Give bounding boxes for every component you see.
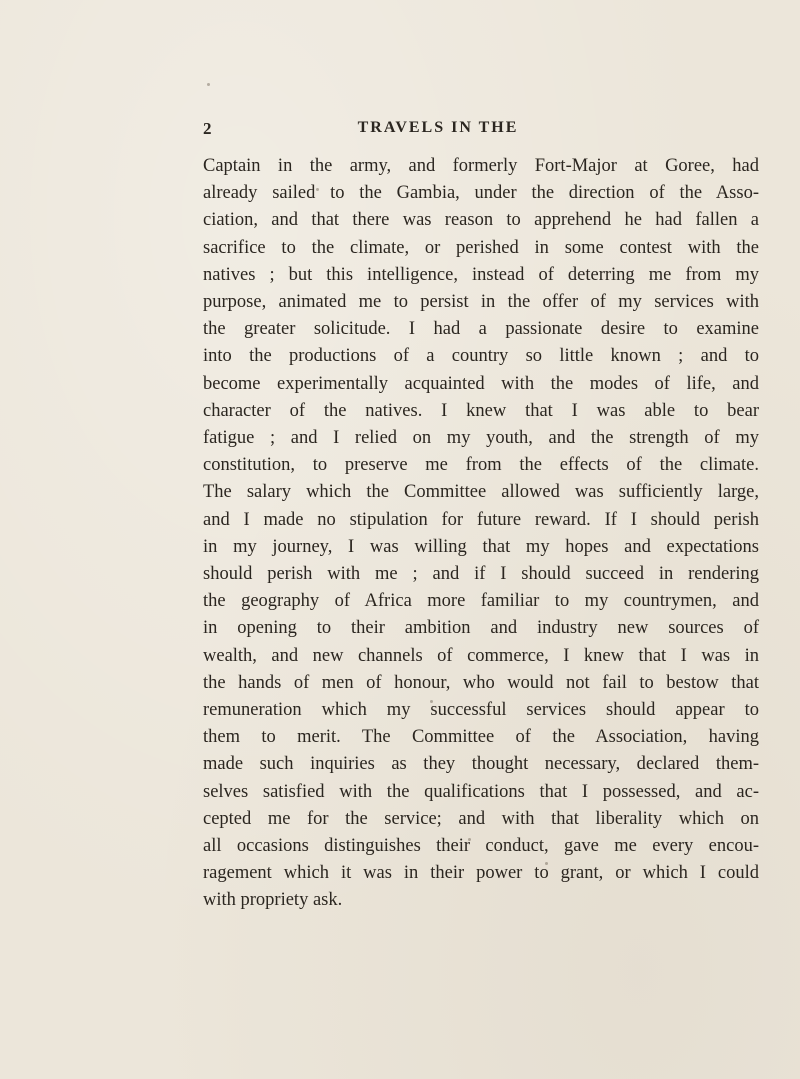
running-title: TRAVELS IN THE (357, 119, 519, 136)
text-line: ciation, and that there was reason to apprehend he had fallen a (203, 210, 759, 231)
running-head (0, 119, 800, 141)
text-line: all occasions distinguishes their conduct, gave me every encou- (203, 836, 759, 857)
text-line: sacrifice to the climate, or perished in some contest with the (203, 237, 759, 258)
text-line: should perish with me ; and if I should succeed in rendering (203, 564, 759, 585)
text-line: them to merit. The Committee of the Association, having (203, 727, 759, 748)
text-line: the geography of Africa more familiar to my countrymen, and (203, 591, 759, 612)
text-line: cepted me for the service; and with that liberality which on (203, 808, 759, 829)
body-paragraph (203, 153, 759, 915)
text-line: purpose, animated me to persist in the offer of my services with (203, 292, 759, 313)
paper-speck (468, 838, 471, 841)
text-line: natives ; but this intelligence, instead of deterring me from my (203, 264, 759, 285)
text-line: in opening to their ambition and industry new sources of (203, 618, 759, 639)
text-line: and I made no stipulation for future reward. If I should perish (203, 509, 759, 530)
text-line: fatigue ; and I relied on my youth, and the strength of my (203, 428, 759, 449)
text-line: with propriety ask. (203, 890, 343, 911)
paper-speck (207, 83, 210, 86)
paper-speck (430, 700, 433, 703)
text-line: become experimentally acquainted with the modes of life, and (203, 373, 759, 394)
paper-speck (316, 188, 319, 191)
text-line: The salary which the Committee allowed was sufficiently large, (203, 482, 759, 503)
text-line: the hands of men of honour, who would not fail to bestow that (203, 672, 759, 693)
text-line: wealth, and new channels of commerce, I knew that I was in (203, 645, 759, 666)
text-line: the greater solicitude. I had a passionate desire to examine (203, 319, 759, 340)
text-line: already sailed to the Gambia, under the direction of the Asso- (203, 183, 759, 204)
text-line: into the productions of a country so little known ; and to (203, 346, 759, 367)
text-line: Captain in the army, and formerly Fort-Major at Goree, had (203, 156, 759, 176)
text-line: remuneration which my successful services should appear to (203, 700, 759, 721)
text-line: in my journey, I was willing that my hopes and expectations (203, 536, 759, 557)
page-number: 2 (203, 119, 212, 138)
text-line: made such inquiries as they thought necessary, declared them- (203, 754, 759, 775)
text-line: ragement which it was in their power to grant, or which I could (203, 863, 759, 884)
text-line: selves satisfied with the qualifications that I possessed, and ac- (203, 781, 759, 802)
text-line: character of the natives. I knew that I was able to bear (203, 400, 759, 421)
paper-speck (545, 862, 548, 865)
text-line: constitution, to preserve me from the effects of the climate. (203, 455, 759, 476)
